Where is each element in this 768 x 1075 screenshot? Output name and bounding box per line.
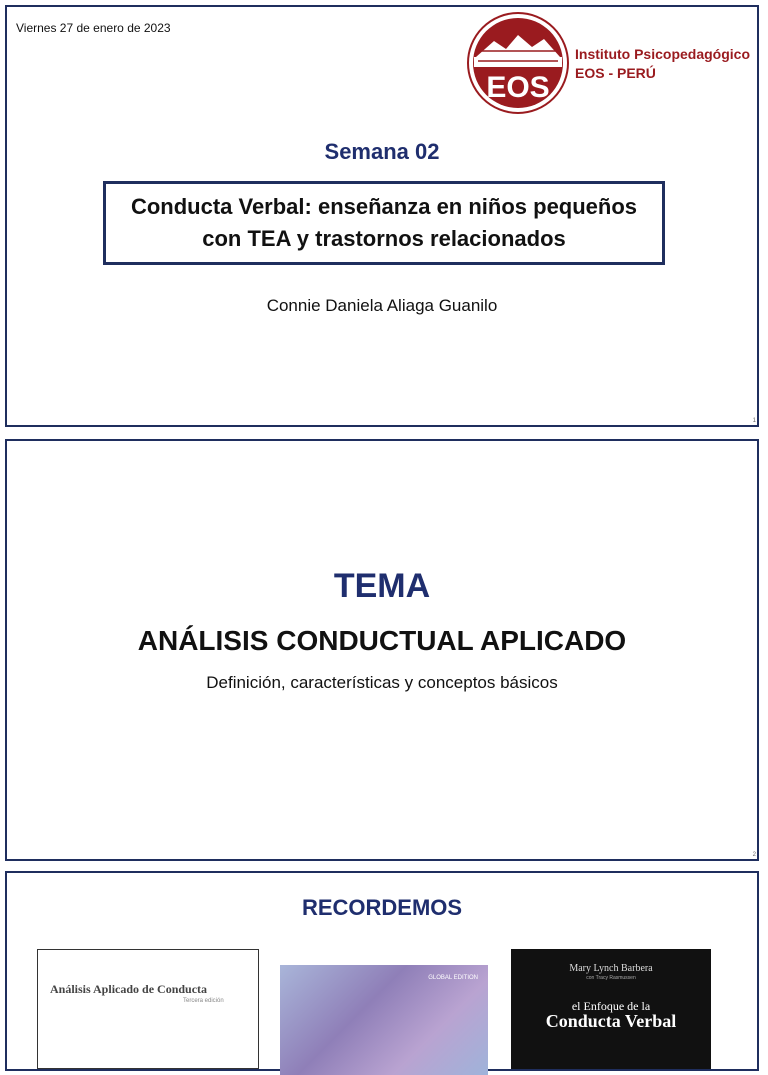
institution-line-1: Instituto Psicopedagógico xyxy=(575,46,751,62)
topic-heading: TEMA xyxy=(333,567,431,605)
book-3-coauthor: con Tracy Rasmussen xyxy=(586,975,636,981)
book-cover-2 xyxy=(280,965,488,1075)
author-name: Connie Daniela Aliaga Guanilo xyxy=(266,296,498,315)
institution-line-2: EOS - PERÚ xyxy=(575,65,656,81)
book-1-subtitle: Tercera edición xyxy=(183,998,224,1004)
global-edition-badge: GLOBAL EDITION xyxy=(428,975,478,981)
topic-title: ANÁLISIS CONDUCTUAL APLICADO xyxy=(137,625,627,656)
book-cover-3 xyxy=(511,949,711,1069)
presentation-title: Conducta Verbal: enseñanza en niños pequeños con TEA y trastornos relacionados xyxy=(130,194,638,251)
slide-3 xyxy=(5,871,759,1071)
eos-logo-icon xyxy=(466,11,570,115)
logo-text: EOS xyxy=(486,71,550,104)
book-3-title-prefix: el Enfoque de la xyxy=(571,999,651,1013)
institution-name xyxy=(575,45,750,83)
recap-heading: RECORDEMOS xyxy=(301,895,463,920)
slide-number: 1 xyxy=(752,418,756,424)
slide-number: 2 xyxy=(752,852,756,858)
slide-2 xyxy=(5,439,759,861)
book-cover-1 xyxy=(37,949,259,1069)
presentation-title-box xyxy=(103,181,665,265)
week-heading: Semana 02 xyxy=(324,139,440,164)
book-3-author: Mary Lynch Barbera xyxy=(569,963,653,974)
date-label: Viernes 27 de enero de 2023 xyxy=(16,21,171,35)
book-1-title: Análisis Aplicado de Conducta xyxy=(50,982,208,996)
slide-1 xyxy=(5,5,759,427)
book-3-title: Conducta Verbal xyxy=(545,1011,677,1031)
topic-subtitle: Definición, características y conceptos básicos xyxy=(206,673,558,692)
